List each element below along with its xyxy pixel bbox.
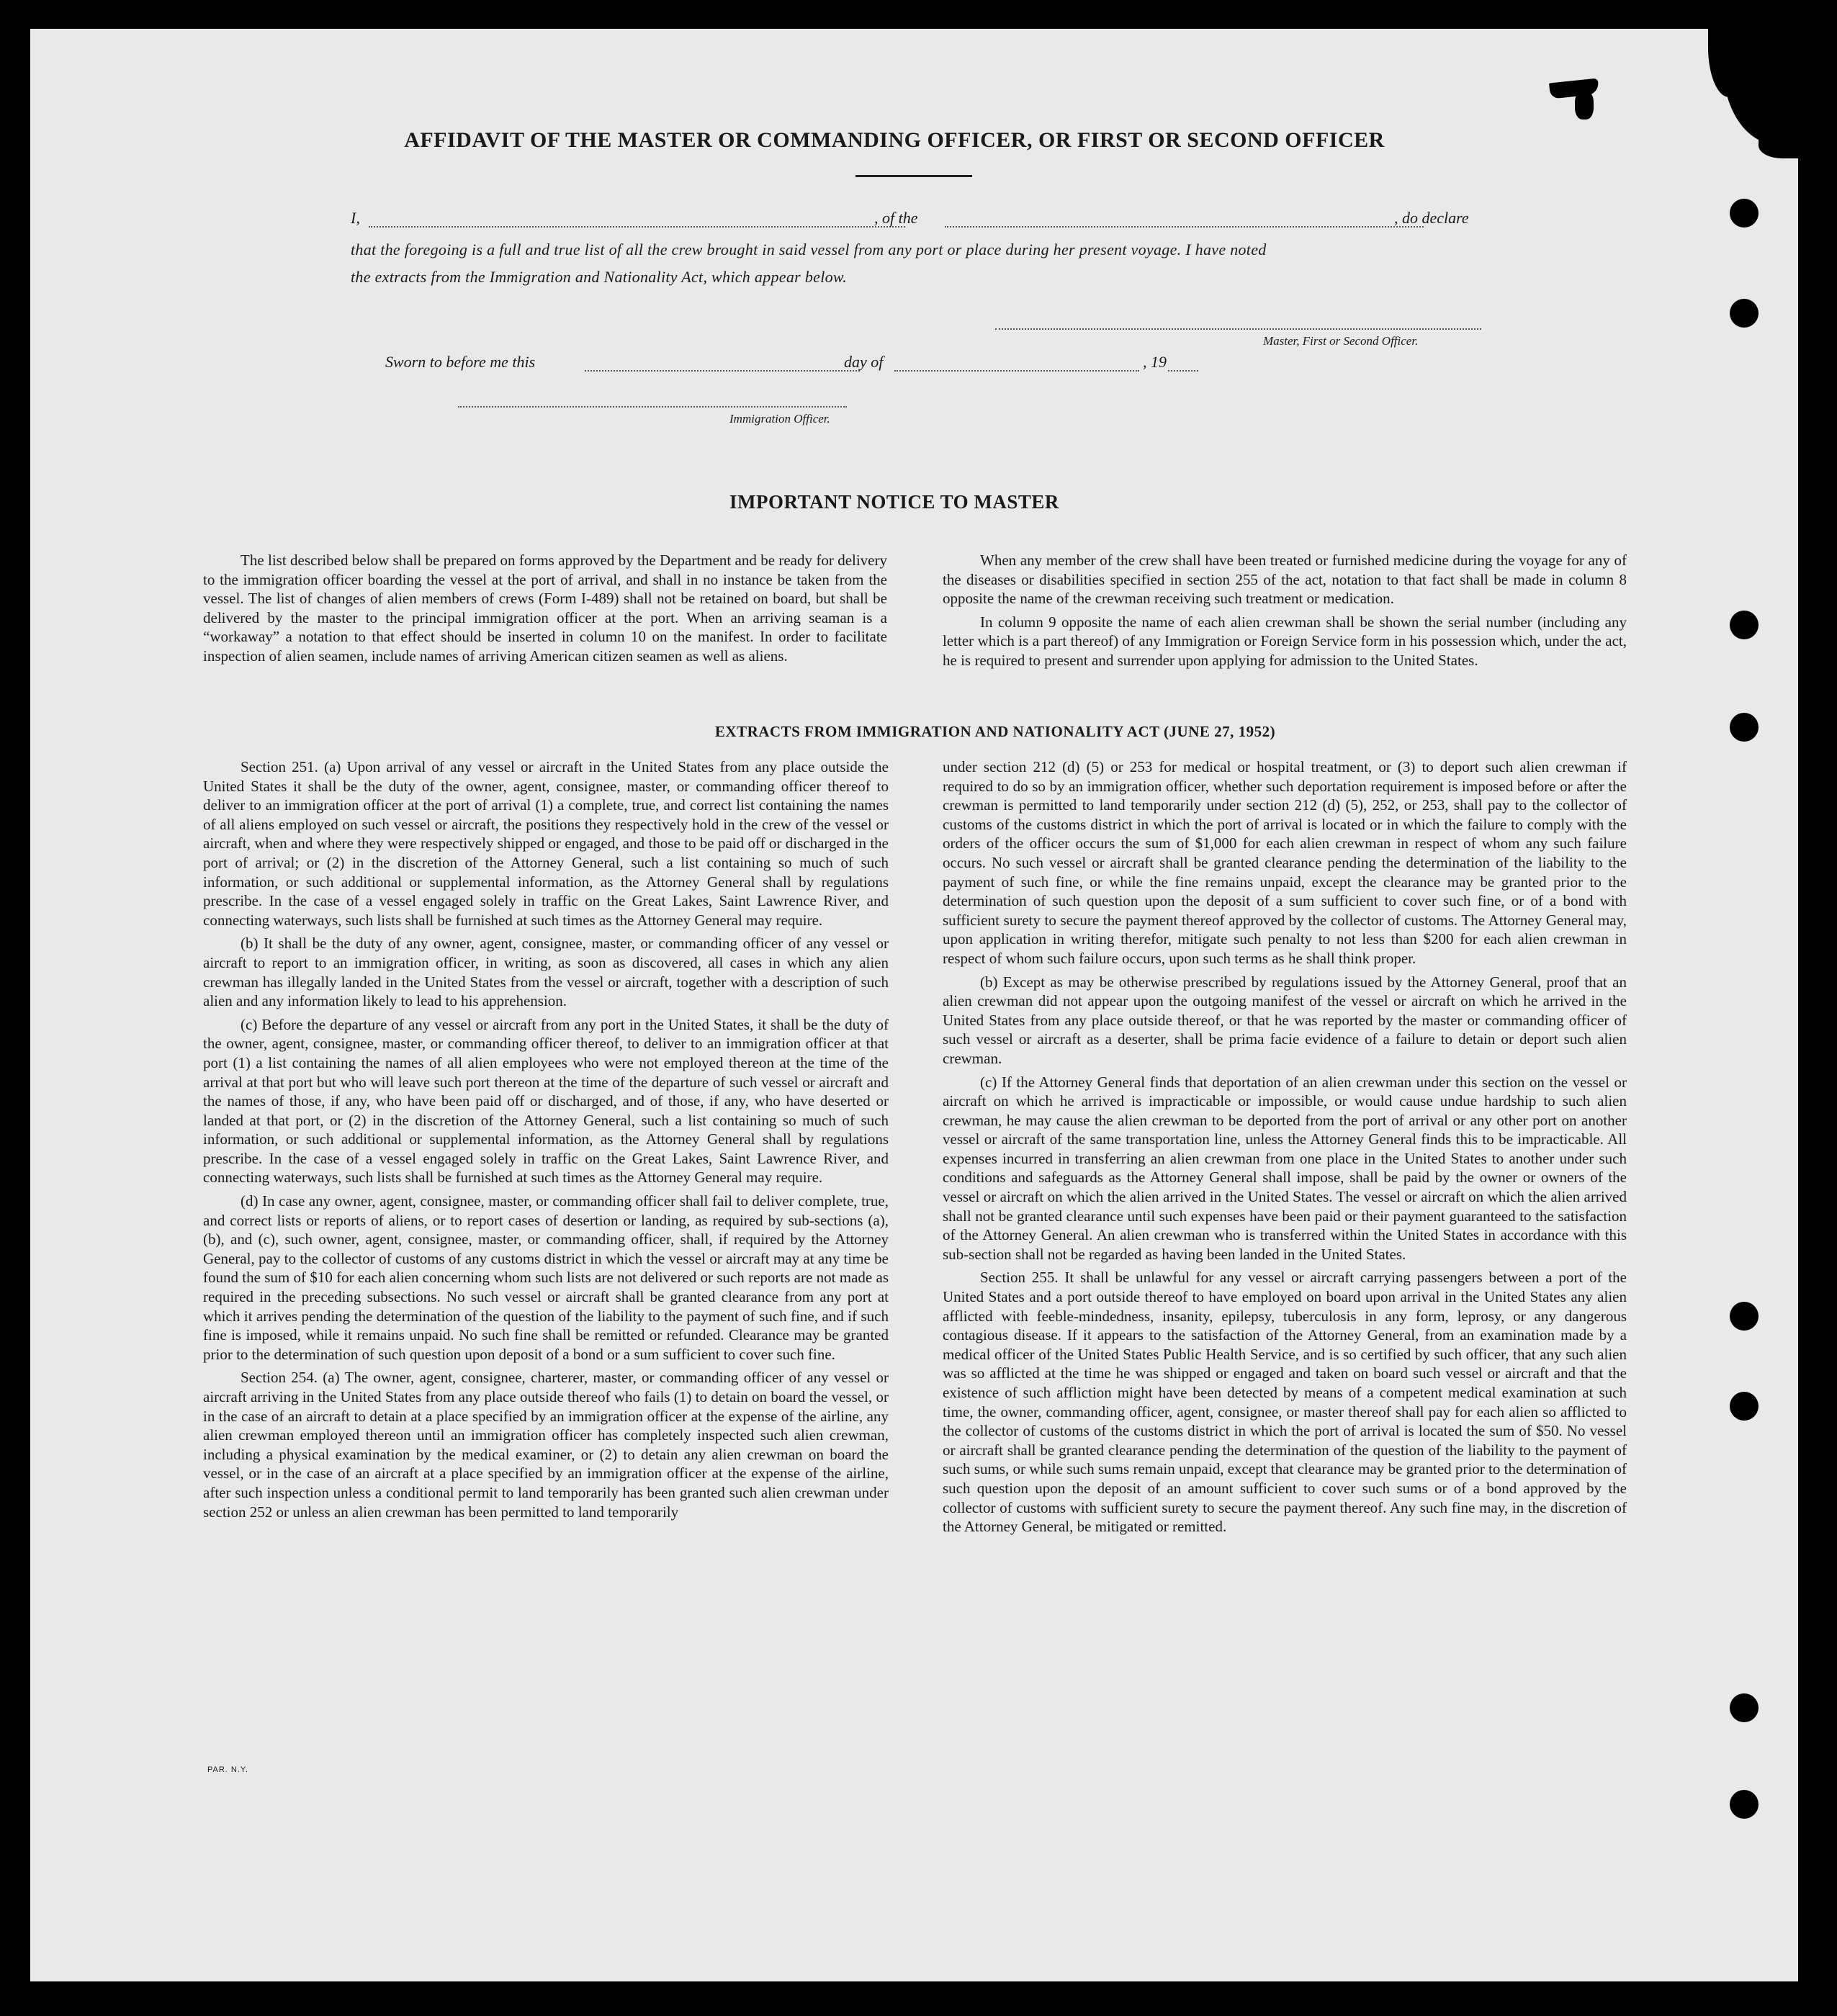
punch-hole xyxy=(1730,1392,1759,1421)
sworn-label: Sworn to before me this xyxy=(385,353,536,371)
punch-hole xyxy=(1730,713,1759,742)
punch-hole xyxy=(1730,1790,1759,1819)
printer-mark: PAR. N.Y. xyxy=(207,1765,248,1774)
tear-mark xyxy=(1575,91,1594,120)
notice-left-column xyxy=(203,551,887,670)
affidavit-statement xyxy=(351,236,1514,291)
torn-corner xyxy=(1708,29,1737,97)
extract-paragraph: (c) If the Attorney General finds that deportation of an alien crewman under this section on the vessel or aircraft on which he arrived is impracticable or impossible, or would cause undue hardship to such alien crewman, he may cause the alien crewman to be deported from the port of arrival or any other port on another vessel or aircraft of the same transportation line, unless the Attorney General finds this to be impracticable. All expenses incurred in transferring an alien crewman from one place in the United States to another under such conditions and safeguards as the Attorney General shall impose, shall be paid by the owner or owners of the vessel or aircraft on which the alien arrived in the United States. The vessel or aircraft on which the alien arrived shall not be granted clearance until such expenses have been paid or their payment guaranteed to the satisfaction of the Attorney General. An alien crewman who is transferred within the United States in accordance with this sub-section shall not be regarded as having been landed in the United States. xyxy=(943,1073,1627,1263)
punch-hole xyxy=(1730,611,1759,639)
vessel-blank[interactable] xyxy=(945,226,1424,228)
officer-signature-blank[interactable] xyxy=(458,406,847,408)
punch-hole xyxy=(1730,1693,1759,1722)
sworn-day-blank[interactable] xyxy=(585,370,860,372)
extract-paragraph: Section 254. (a) The owner, agent, consignee, charterer, master, or commanding officer of any vessel or aircraft arriving in the United States from any place outside thereof who fails (1) to detain on board the vessel, or in the case of an aircraft to detain at a place specified by an immigration officer at the expense of the airline, any alien crewman employed thereon until an immigration officer has completely inspected such alien crewman, including a physical examination by the medical examiner, or (2) to detain any alien crewman on board the vessel, or in the case of an aircraft at a place specified by an immigration officer at the expense of the airline, after such inspection unless a conditional permit to land temporarily has been granted such alien crewman under section 252 or unless an alien crewman has been permitted to land temporarily xyxy=(203,1369,889,1521)
notice-paragraph: When any member of the crew shall have been treated or furnished medicine during the voyage for any of the diseases or disabilities specified in section 255 of the act, notation to that fact shall be made in column 8 opposite the name of the crewman receiving such treatment or medication. xyxy=(943,552,1627,608)
extract-paragraph: (b) Except as may be otherwise prescribed by regulations issued by the Attorney General, proof that an alien crewman did not appear upon the outgoing manifest of the vessel or aircraft on which he arrived in the United States from any place outside thereof, or that he was reported by the master or commanding officer of such vessel or aircraft as a deserter, shall be prima facie evidence of a failure to detain or deport such alien crewman. xyxy=(943,973,1627,1067)
extract-paragraph: (b) It shall be the duty of any owner, agent, consignee, master, or commanding officer of any vessel or aircraft to report to an immigration officer, in writing, as soon as discovered, all cases in which any alien crewman has illegally landed in the United States from the vessel or aircraft, together with a description of such alien and any information likely to lead to his apprehension. xyxy=(203,935,889,1010)
i-label: I, xyxy=(351,209,360,227)
day-of-label: day of xyxy=(844,353,884,371)
affidavit-line-2: that the foregoing is a full and true list of all the crew brought in said vessel from any port or place during her present voyage. I have noted xyxy=(351,240,1267,258)
title-underline xyxy=(855,175,972,177)
punch-hole xyxy=(1730,1302,1759,1331)
document-title: AFFIDAVIT OF THE MASTER OR COMMANDING OFFICER, OR FIRST OR SECOND OFFICER xyxy=(404,128,1385,152)
extract-paragraph: (c) Before the departure of any vessel or aircraft from any port in the United States, it shall be the duty of the owner, agent, consignee, master, or commanding officer thereof, to deliver to an immigration officer at that port (1) a list containing the names of all alien employees who were not employed thereon at the time of the arrival at that port but who will leave such port thereon at the time of the departure of such vessel or aircraft and the names of those, if any, who have been paid off or discharged, and of those, if any, who have deserted or landed at that port, or (2) in the discretion of the Attorney General, such a list containing so much of such information, or such additional or supplemental information, as the Attorney General shall by regulations prescribe. In the case of a vessel engaged solely in traffic on the Great Lakes, Saint Lawrence River, and connecting waterways, such lists shall be furnished at such times as the Attorney General may require. xyxy=(203,1015,889,1187)
do-declare-label: , do declare xyxy=(1394,209,1469,227)
sworn-year-blank[interactable] xyxy=(1168,370,1198,372)
extracts-title: EXTRACTS FROM IMMIGRATION AND NATIONALITY ACT (JUNE 27, 1952) xyxy=(714,723,1276,740)
notice-paragraph: In column 9 opposite the name of each alien crewman shall be shown the serial number (including any letter which is a part thereof) of any Immigration or Foreign Service form in his possession which, under the act, he is required to present and surrender upon applying for admission to the United States. xyxy=(943,613,1627,669)
of-the-label: , of the xyxy=(874,209,918,227)
extracts-left-column xyxy=(203,757,889,1526)
torn-corner xyxy=(1759,137,1798,158)
notice-right-column xyxy=(943,551,1627,675)
extracts-right-column xyxy=(943,757,1627,1541)
extract-paragraph: Section 255. It shall be unlawful for any vessel or aircraft carrying passengers between a port of the United States and a port outside thereof to have employed on board upon arrival in the United States any alien afflicted with feeble-mindedness, insanity, epilepsy, tuberculosis in any form, leprosy, or any dangerous contagious disease. If it appears to the satisfaction of the Attorney General, from an examination made by a medical officer of the United States Public Health Service, and is so certified by such officer, that any such alien was so afflicted at the time he was shipped or engaged and taken on board such vessel or aircraft and that the existence of such affliction might have been detected by means of a competent medical examination at such time, the owner, commanding officer, agent, consignee, or master thereof shall pay for each alien so afflicted to the collector of customs of the customs district in which the port of arrival is located the sum of $50. No vessel or aircraft shall be granted clearance pending the determination of the question of the liability to the payment of such sums, or while such sums remain unpaid, except that clearance may be granted prior to the determination of such question upon the deposit of an amount sufficient to cover such sums or of a bond approved by the collector of customs with sufficient surety to secure the payment thereof. Any such fine may, in the discretion of the Attorney General, be mitigated or remitted. xyxy=(943,1269,1627,1536)
punch-hole xyxy=(1730,199,1759,228)
notice-paragraph: The list described below shall be prepared on forms approved by the Department and be ready for delivery to the immigration officer boarding the vessel at the port of arrival, and shall in no instance be taken from the vessel. The list of changes of alien members of crews (Form I-489) shall not be retained on board, but shall be delivered by the master to the principal immigration officer at the port. When an arriving seaman is a “workaway” a notation to that effect should be inserted in column 10 on the manifest. In order to facilitate inspection of alien seamen, include names of arriving American citizen seamen as well as aliens. xyxy=(203,552,887,665)
extract-paragraph: under section 212 (d) (5) or 253 for medical or hospital treatment, or (3) to deport such alien crewman if required to do so by an immigration officer, whether such deportation requirement is imposed before or after the crewman is permitted to land temporarily under section 212 (d) (5), 252, or 253, shall pay to the collector of customs of the customs district in which the port of arrival is located or in which the failure to comply with the orders of the officer occurs the sum of $1,000 for each alien crewman in respect of whom any such failure occurs. No such vessel or aircraft shall be granted clearance pending the determination of the liability to the payment of such fine, or while the fine remains unpaid, except the clearance may be granted prior to the determination of such question upon the deposit of a sum sufficient to cover such fine, or of a bond with sufficient surety to secure the payment thereof approved by the collector of customs. The Attorney General may, upon application in writing therefor, mitigate such penalty to not less than $200 for each alien crewman in respect of whom such failure occurs, upon such terms as he shall think proper. xyxy=(943,758,1627,967)
master-caption: Master, First or Second Officer. xyxy=(1263,334,1419,348)
master-signature-blank[interactable] xyxy=(995,328,1481,330)
punch-hole xyxy=(1730,299,1759,328)
affidavit-line-3: the extracts from the Immigration and Nationality Act, which appear below. xyxy=(351,268,848,286)
extract-paragraph: (d) In case any owner, agent, consignee, master, or commanding officer shall fail to deliver complete, true, and correct lists or reports of aliens, or to report cases of desertion or landing, as required by sub-sections (a), (b), and (c), such owner, agent, consignee, master, or commanding officer, shall, if required by the Attorney General, pay to the collector of customs of any customs district in which the vessel or aircraft may at any time be found the sum of $10 for each alien concerning whom such lists are not delivered or such reports are not made as required in the preceding subsections. No such vessel or aircraft shall be granted clearance from any port at which it arrives pending the determination of the question of the liability to the payment of such fine, and if such fine is imposed, while it remains unpaid. No such fine shall be remitted or refunded. Clearance may be granted prior to the determination of such question upon deposit of a bond or a sum sufficient to cover such fine. xyxy=(203,1192,889,1363)
name-blank[interactable] xyxy=(369,226,905,228)
year-label: , 19 xyxy=(1143,353,1167,371)
officer-caption: Immigration Officer. xyxy=(729,412,830,426)
document-page xyxy=(30,29,1798,1981)
sworn-month-blank[interactable] xyxy=(894,370,1139,372)
notice-title: IMPORTANT NOTICE TO MASTER xyxy=(729,491,1059,513)
extract-paragraph: Section 251. (a) Upon arrival of any vessel or aircraft in the United States from any place outside the United States it shall be the duty of the owner, agent, consignee, master, or commanding officer thereof to deliver to an immigration officer at the port of arrival (1) a complete, true, and correct list containing the names of all aliens employed on such vessel or aircraft, the positions they respectively hold in the crew of the vessel or aircraft, when and where they were respectively shipped or engaged, and those to be paid off or discharged in the port of arrival; or (2) in the discretion of the Attorney General, such a list containing so much of such information, or such additional or supplemental information, as the Attorney General shall by regulations prescribe. In the case of a vessel engaged solely in traffic on the Great Lakes, Saint Lawrence River, and connecting waterways, such lists shall be furnished at such times as the Attorney General may require. xyxy=(203,758,889,929)
